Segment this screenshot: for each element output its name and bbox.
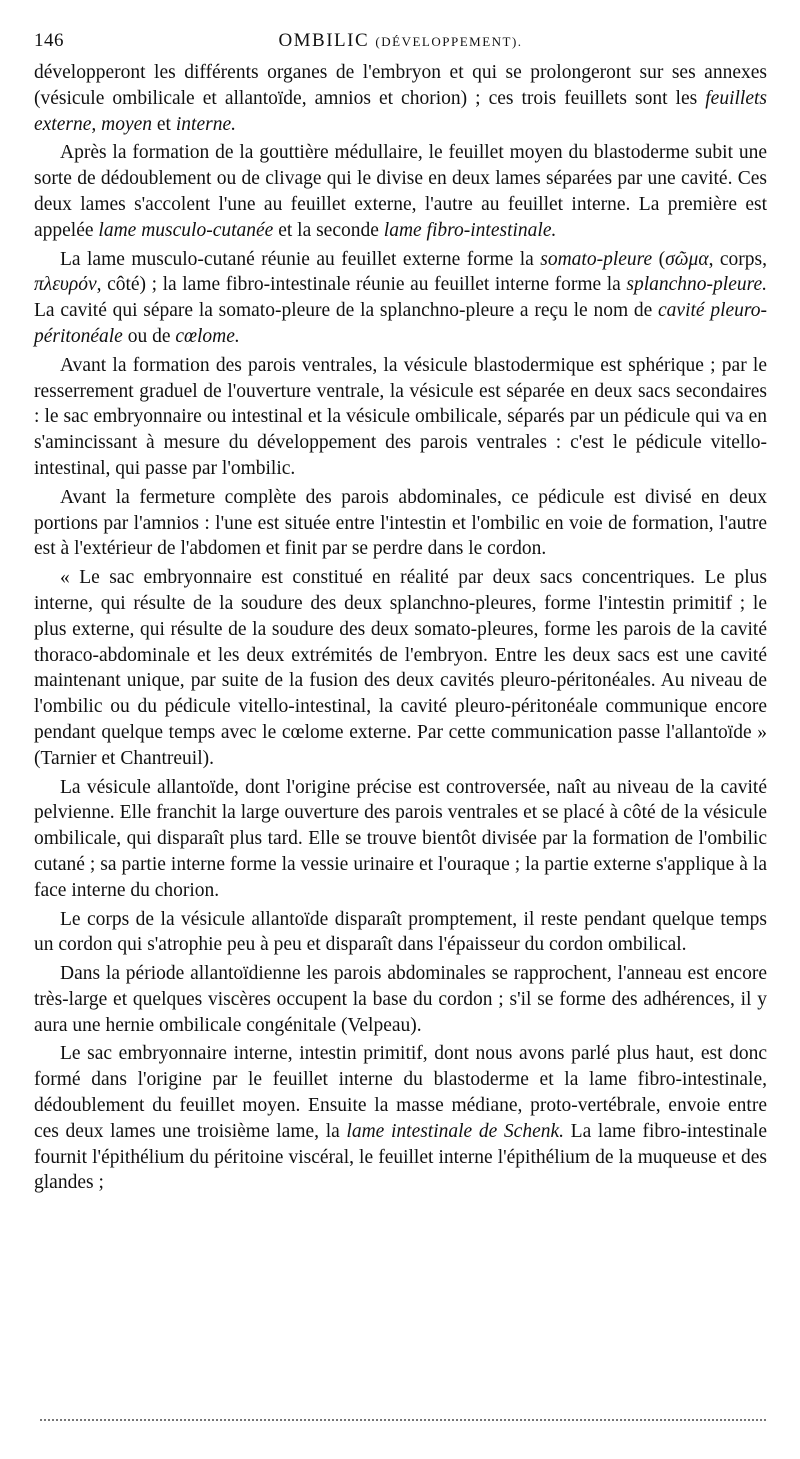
italic-term: splanchno-pleure. <box>626 274 767 296</box>
text-run: Avant la formation des parois ventrales, la vésicule blastodermique est sphérique ; par le resserrement graduel de l'ouverture ventrale, la vésicule est séparée en deux sacs secondaires : le sac embryonnaire ou intestinal et la vésicule ombilicale, séparés par un pédicule qui va en s'amincissant à mesure du développement des parois ventrales : c'est le pédicule vitello-intestinal, qui passe par l'ombilic. <box>34 354 767 479</box>
italic-term: somato-pleure <box>540 248 653 270</box>
paragraph <box>34 485 767 562</box>
italic-term: lame intestinale de Schenk. <box>346 1120 565 1142</box>
paragraph <box>34 1041 767 1196</box>
text-run: , corps, <box>708 248 767 270</box>
text-run: et la seconde <box>273 219 384 241</box>
italic-term: lame fibro-intestinale. <box>383 219 557 241</box>
text-run: La vésicule allantoïde, dont l'origine précise est controversée, naît au niveau de la cavité pelvienne. Elle franchit la large ouverture des parois ventrales et se placé à côté de la vésicule ombilicale, qui disparaît plus tard. Elle se trouve bientôt divisée par la formation de l'ombilic cutané ; sa partie interne forme la vessie urinaire et l'ouraque ; la partie externe s'applique à la face interne du chorion. <box>34 776 767 901</box>
paragraph <box>34 961 767 1038</box>
paragraph <box>34 907 767 959</box>
italic-term: cœlome. <box>175 325 240 347</box>
book-page <box>34 24 767 1196</box>
paragraph <box>34 247 767 350</box>
paragraph <box>34 60 767 137</box>
text-run: ( <box>652 248 666 270</box>
running-header <box>34 24 767 60</box>
italic-term: interne. <box>175 113 236 135</box>
footer-dotted-rule <box>40 1419 766 1421</box>
italic-term: πλευρόν <box>34 274 97 296</box>
paragraph <box>34 140 767 243</box>
text-run: développeront les différents organes de l'embryon et qui se prolongeront sur ses annexes (vésicule ombilicale et allantoïde, amnios et chorion) ; ces trois feuillets sont les <box>34 62 767 109</box>
text-run: , côté) ; la lame fibro-intestinale réunie au feuillet interne forme la <box>96 274 627 296</box>
text-run: La lame fibro-intestinale fournit l'épithélium du péritoine viscéral, le feuillet interne l'épithélium de la muqueuse et des glandes ; <box>34 1120 767 1194</box>
text-run: Le sac embryonnaire interne, intestin primitif, dont nous avons parlé plus haut, est donc formé dans l'origine par le feuillet interne du blastoderme et la lame fibro-intestinale, dédoublement du feuillet moyen. Ensuite la masse médiane, proto-vertébrale, envoie entre ces deux lames une troisième lame, la <box>34 1043 767 1142</box>
text-run: et <box>152 113 176 135</box>
paragraph <box>34 775 767 904</box>
text-run: La cavité qui sépare la somato-pleure de la splanchno-pleure a reçu le nom de <box>34 300 659 322</box>
text-run: ou de <box>122 325 176 347</box>
text-run: Dans la période allantoïdienne les parois abdominales se rapprochent, l'anneau est encore très-large et quelques viscères occupent la base du cordon ; s'il se forme des adhérences, il y aura une hernie ombilicale congénitale (Velpeau). <box>34 963 767 1036</box>
paragraph <box>34 353 767 482</box>
running-title-block <box>34 30 767 52</box>
paragraph <box>34 565 767 771</box>
body-text <box>34 60 767 1196</box>
text-run: La lame musculo-cutané réunie au feuillet externe forme la <box>60 248 541 270</box>
running-title: OMBILIC <box>278 30 370 51</box>
italic-term: σῶμα <box>665 248 709 270</box>
text-run: Le corps de la vésicule allantoïde disparaît promptement, il reste pendant quelque temps un cordon qui s'atrophie peu à peu et disparaît dans l'épaisseur du cordon ombilical. <box>34 908 767 956</box>
italic-term: feuillets externe, moyen <box>34 87 767 135</box>
page-number: 146 <box>34 30 64 51</box>
text-run: Avant la fermeture complète des parois abdominales, ce pédicule est divisé en deux portions par l'amnios : l'une est située entre l'intestin et l'ombilic en voie de formation, l'autre est à l'extérieur de l'abdomen et finit par se perdre dans le cordon. <box>34 486 767 560</box>
italic-term: lame musculo-cutanée <box>98 219 274 241</box>
text-run: « Le sac embryonnaire est constitué en réalité par deux sacs concentriques. Le plus interne, qui résulte de la soudure des deux splanchno-pleures, forme l'intestin primitif ; le plus externe, qui résulte de la soudure des deux somato-pleures, forme les parois de la cavité thoraco-abdominale et les deux extrémités de l'embryon. Entre les deux sacs est une cavité maintenant unique, par suite de la fusion des deux cavités pleuro-péritonéales. Au niveau de l'ombilic ou du pédicule vitello-intestinal, la cavité pleuro-péritonéale communique encore pendant quelque temps avec le cœlome externe. Par cette communication passe l'allantoïde » (Tarnier et Chantreuil). <box>34 567 767 769</box>
running-subtitle: (DÉVELOPPEMENT). <box>375 34 523 49</box>
text-run: Après la formation de la gouttière médullaire, le feuillet moyen du blastoderme subit une sorte de dédoublement ou de clivage qui le divise en deux lames séparées par une cavité. Ces deux lames s'accolent l'une au feuillet externe, l'autre au feuillet interne. La première est appelée <box>34 142 767 241</box>
italic-term: cavité pleuro-péritonéale <box>34 300 768 347</box>
